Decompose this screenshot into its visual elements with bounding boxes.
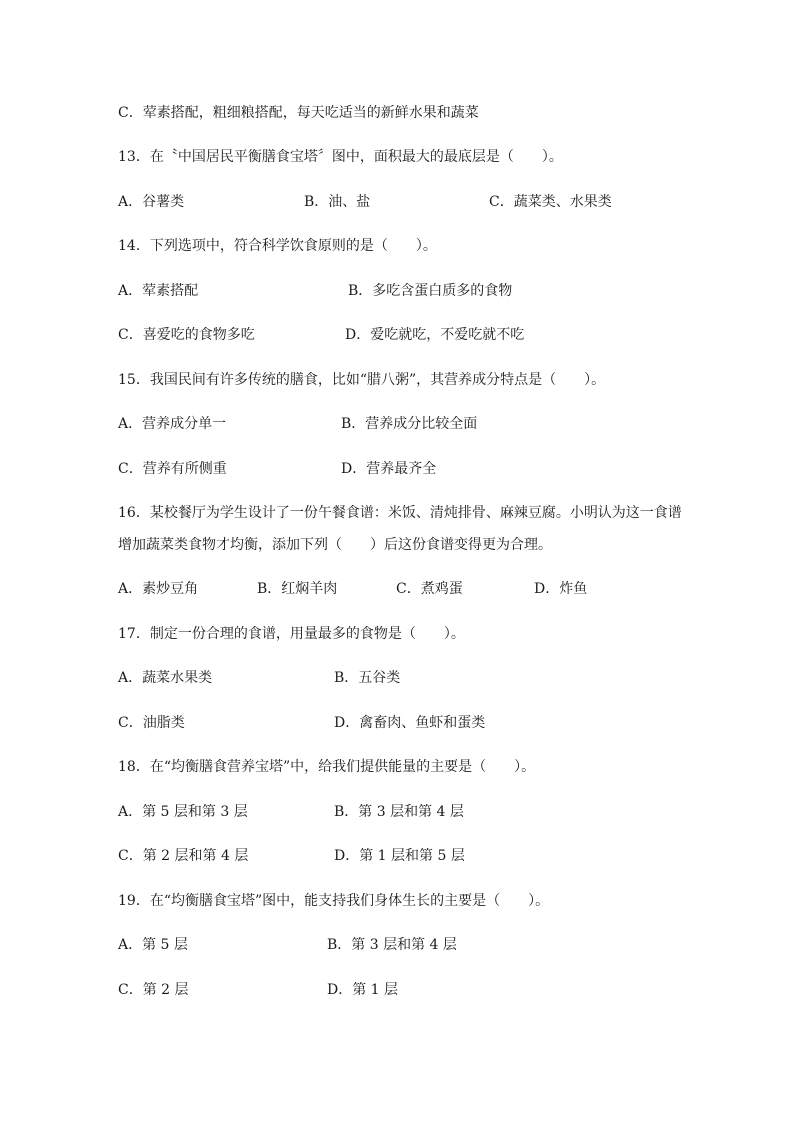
question-19: 19．在“均衡膳食宝塔”图中，能支持我们身体生长的主要是（ ）。 (118, 893, 550, 909)
q13-option-c: C．蔬菜类、水果类 (489, 194, 612, 210)
q13-option-b: B．油、盐 (304, 194, 371, 210)
q13-option-a: A．谷薯类 (118, 194, 185, 210)
question-17: 17．制定一份合理的食谱，用量最多的食物是（ ）。 (118, 626, 465, 642)
q14-option-a: A．荤素搭配 (118, 283, 199, 299)
q18-option-d: D．第 1 层和第 5 层 (334, 848, 465, 864)
q18-option-c: C．第 2 层和第 4 层 (118, 848, 249, 864)
q19-option-d: D．第 1 层 (327, 982, 399, 998)
q18-option-b: B．第 3 层和第 4 层 (334, 804, 464, 820)
q14-option-d: D．爱吃就吃，不爱吃就不吃 (345, 327, 525, 343)
q16-option-d: D．炸鱼 (534, 581, 588, 597)
q17-option-a: A．蔬菜水果类 (118, 670, 213, 686)
q15-option-d: D．营养最齐全 (341, 461, 437, 477)
q17-option-b: B．五谷类 (334, 670, 401, 686)
q19-option-b: B．第 3 层和第 4 层 (327, 937, 457, 953)
q19-option-a: A．第 5 层 (118, 937, 188, 953)
q14-option-b: B．多吃含蛋白质多的食物 (348, 283, 513, 299)
q19-option-c: C．第 2 层 (118, 982, 189, 998)
prev-question-option-c: C．荤素搭配，粗细粮搭配，每天吃适当的新鲜水果和蔬菜 (118, 105, 479, 121)
question-16-line-1: 16．某校餐厅为学生设计了一份午餐食谱：米饭、清炖排骨、麻辣豆腐。小明认为这一食谱 (118, 505, 682, 521)
q15-option-a: A．营养成分单一 (118, 416, 227, 432)
question-15: 15．我国民间有许多传统的膳食，比如“腊八粥”，其营养成分特点是（ ）。 (118, 372, 606, 388)
q17-option-d: D．禽畜肉、鱼虾和蛋类 (334, 715, 486, 731)
q15-option-c: C．营养有所侧重 (118, 461, 227, 477)
question-14: 14．下列选项中，符合科学饮食原则的是（ ）。 (118, 238, 437, 254)
q16-option-a: A．素炒豆角 (118, 581, 199, 597)
q17-option-c: C．油脂类 (118, 715, 185, 731)
q15-option-b: B．营养成分比较全面 (341, 416, 478, 432)
question-13: 13．在〝中国居民平衡膳食宝塔〞图中，面积最大的最底层是（ ）。 (118, 149, 563, 165)
q16-option-c: C．煮鸡蛋 (396, 581, 463, 597)
q14-option-c: C．喜爱吃的食物多吃 (118, 327, 255, 343)
q18-option-a: A．第 5 层和第 3 层 (118, 804, 248, 820)
question-18: 18．在“均衡膳食营养宝塔”中，给我们提供能量的主要是（ ）。 (118, 759, 536, 775)
q16-option-b: B．红焖羊肉 (257, 581, 338, 597)
question-16-line-2: 增加蔬菜类食物才均衡，添加下列（ ）后这份食谱变得更为合理。 (118, 537, 552, 553)
